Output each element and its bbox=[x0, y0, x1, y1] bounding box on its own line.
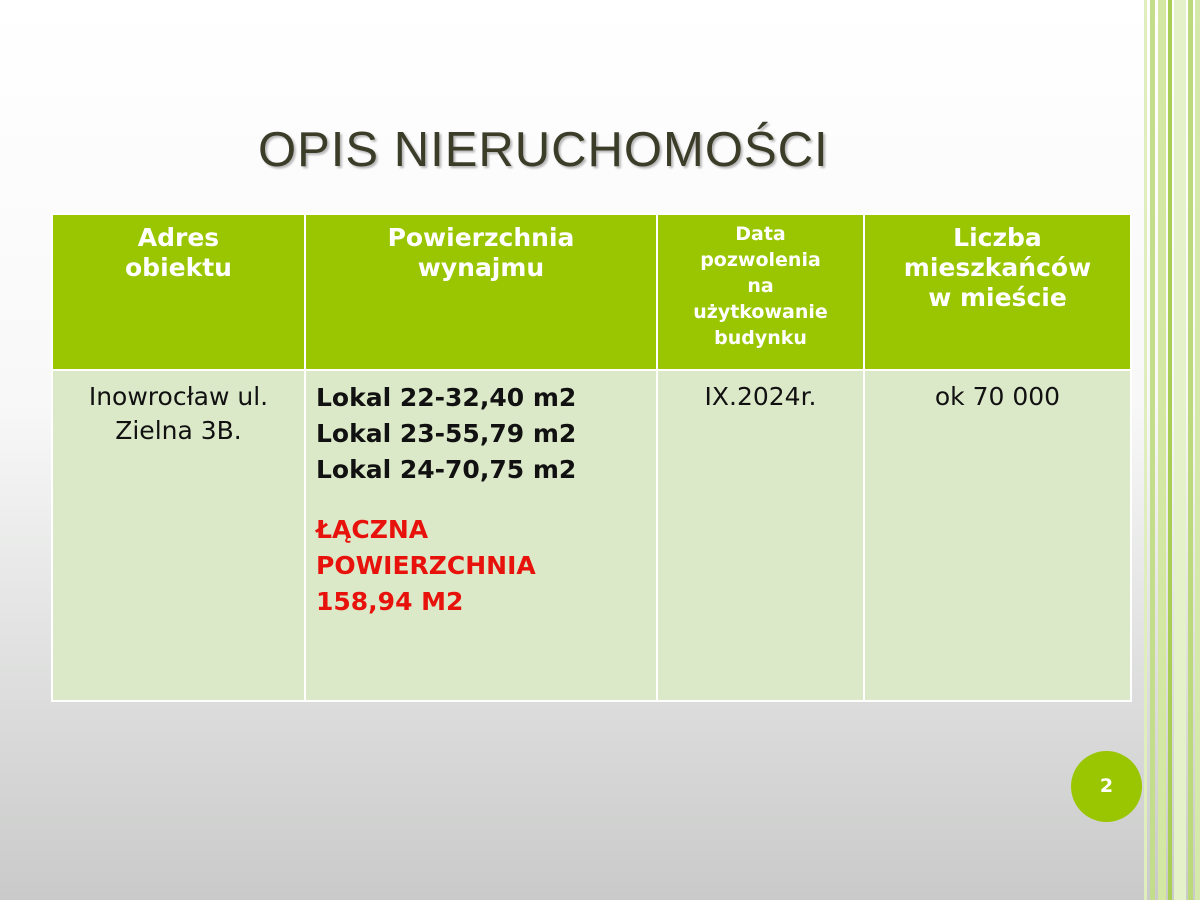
cell-permit-date: IX.2024r. bbox=[657, 370, 864, 701]
header-permit-date: Data pozwolenia na użytkowanie budynku bbox=[657, 214, 864, 370]
cell-population: ok 70 000 bbox=[864, 370, 1131, 701]
header-address: Adres obiektu bbox=[52, 214, 305, 370]
slide-title: OPIS NIERUCHOMOŚCI bbox=[258, 123, 829, 177]
unit-area-line: Lokal 23-55,79 m2 bbox=[316, 419, 577, 448]
total-area: ŁĄCZNA POWIERZCHNIA 158,94 M2 bbox=[316, 515, 536, 616]
cell-rental-area bbox=[305, 370, 657, 701]
decorative-side-stripes bbox=[1144, 0, 1200, 900]
unit-area-line: Lokal 24-70,75 m2 bbox=[316, 455, 577, 484]
header-rental-area: Powierzchnia wynajmu bbox=[305, 214, 657, 370]
unit-area-line: Lokal 22-32,40 m2 bbox=[316, 383, 577, 412]
header-population: Liczba mieszkańców w mieście bbox=[864, 214, 1131, 370]
property-table bbox=[51, 213, 1132, 702]
page-number-badge: 2 bbox=[1071, 751, 1142, 822]
table-row bbox=[52, 370, 1131, 701]
table-header-row bbox=[52, 214, 1131, 370]
cell-address: Inowrocław ul. Zielna 3B. bbox=[52, 370, 305, 701]
